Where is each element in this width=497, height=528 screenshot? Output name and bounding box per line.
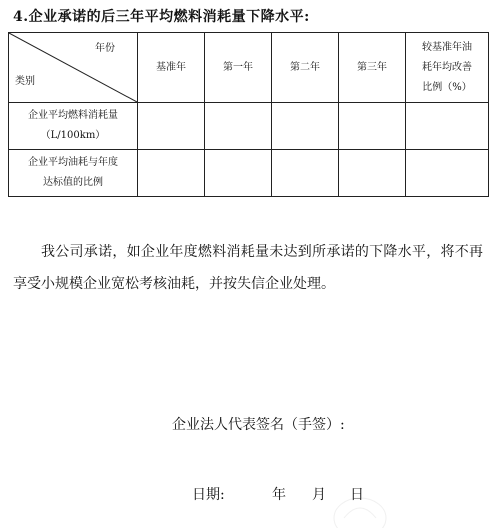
table-cell	[205, 150, 272, 197]
table-row	[9, 103, 489, 150]
corner-header-cell	[9, 33, 138, 103]
diagonal-divider	[9, 33, 137, 102]
commitment-paragraph: 我公司承诺，如企业年度燃料消耗量未达到所承诺的下降水平，将不再享受小规模企业宽松考核油耗，并按失信企业处理。	[13, 244, 483, 292]
faint-seal-mark	[330, 488, 390, 528]
header-line: 较基准年油	[422, 41, 472, 53]
row-label-line: 企业平均油耗与年度	[28, 157, 118, 168]
row-label	[9, 150, 138, 197]
table-cell	[406, 103, 489, 150]
fuel-consumption-table	[8, 32, 489, 197]
table-header-row	[9, 33, 489, 103]
row-label	[9, 103, 138, 150]
day-label: 日	[350, 487, 364, 503]
row-label-line: 企业平均燃料消耗量	[28, 110, 118, 121]
table-cell	[272, 103, 339, 150]
column-header: 基准年	[138, 33, 205, 103]
column-header: 第三年	[339, 33, 406, 103]
date-label: 日期:	[192, 487, 225, 503]
table-row	[9, 150, 489, 197]
table-cell	[138, 150, 205, 197]
row-label-line: 达标值的比例	[43, 177, 103, 188]
month-label: 月	[312, 487, 326, 503]
table-cell	[138, 103, 205, 150]
table-cell	[339, 150, 406, 197]
table-cell	[339, 103, 406, 150]
column-header: 第二年	[272, 33, 339, 103]
header-line: 比例（%）	[422, 81, 472, 93]
year-label: 年	[272, 487, 286, 503]
table-cell	[272, 150, 339, 197]
column-header: 第一年	[205, 33, 272, 103]
corner-year-label: 年份	[95, 43, 115, 54]
signature-label: 企业法人代表签名（手签）:	[172, 417, 345, 433]
corner-category-label: 类别	[15, 76, 35, 87]
header-line: 耗年均改善	[422, 61, 472, 73]
table-cell	[406, 150, 489, 197]
section-heading: 4.企业承诺的后三年平均燃料消耗量下降水平:	[13, 9, 310, 25]
improvement-column-header	[406, 33, 489, 103]
row-label-line: （L/100km）	[40, 130, 106, 141]
table-cell	[205, 103, 272, 150]
